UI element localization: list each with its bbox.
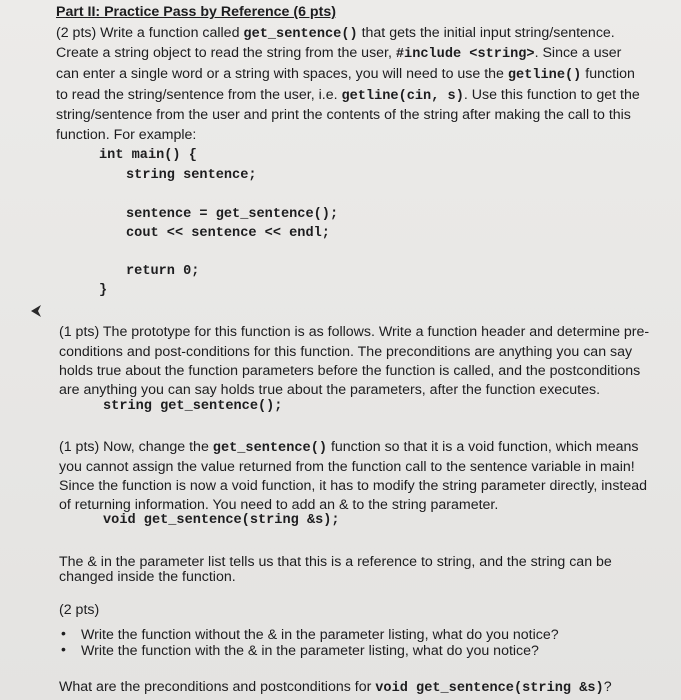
inline-code: #include <string> xyxy=(395,47,535,62)
intro-line-2 xyxy=(56,44,621,64)
text: that gets the initial input string/sentence. xyxy=(357,25,615,41)
inline-code: getline(cin, s) xyxy=(341,89,464,104)
text: (1 pts) Now, change the xyxy=(59,439,213,455)
void-line-2: you cannot assign the value returned from the function call to the sentence variable in main! xyxy=(59,459,635,475)
intro-line-1 xyxy=(56,24,615,44)
void-line-1 xyxy=(59,438,639,458)
inline-code: get_sentence() xyxy=(212,441,328,456)
text: Create a string object to read the string from the user, xyxy=(56,45,396,61)
intro-line-6: function. For example: xyxy=(56,127,197,143)
code-line-1: int main() { xyxy=(99,148,197,163)
prototype-line-4: are anything you can say holds true about the parameters, after the function executes. xyxy=(59,382,601,398)
void-line-3: Since the function is now a void function, it has to modify the string parameter directly, instead xyxy=(59,478,648,494)
final-points: (2 pts) xyxy=(59,602,100,618)
text: What are the preconditions and postconditions for xyxy=(59,679,376,695)
text: function xyxy=(581,66,635,82)
prototype-line-1: (1 pts) The prototype for this function is as follows. Write a function header and determine pre- xyxy=(59,324,650,340)
section-heading: Part II: Practice Pass by Reference (6 pts) xyxy=(56,4,336,20)
text: can enter a single word or a string with spaces, you will need to use the xyxy=(56,66,508,82)
mouse-cursor-icon xyxy=(30,304,42,318)
text: . Since a user xyxy=(534,45,622,61)
bullet-item-2: Write the function with the & in the parameter listing, what do you notice? xyxy=(81,643,539,659)
intro-line-4 xyxy=(56,86,640,106)
void-line-4: of returning information. You need to add an & to the string parameter. xyxy=(59,497,499,513)
prototype-line-3: holds true about the function parameters before the function is called, and the postconditions xyxy=(59,363,641,379)
code-line-3: sentence = get_sentence(); xyxy=(126,207,339,222)
prototype-line-2: conditions and post-conditions for this function. The preconditions are anything you can say xyxy=(59,344,633,360)
final-question xyxy=(59,678,612,698)
text: . Use this function to get the xyxy=(463,87,640,103)
ampersand-line-2: changed inside the function. xyxy=(59,569,236,585)
prototype-code: string get_sentence(); xyxy=(103,399,283,414)
void-code: void get_sentence(string &s); xyxy=(103,513,340,528)
code-line-6: } xyxy=(99,283,108,298)
intro-line-3 xyxy=(56,65,635,85)
text: function so that it is a void function, which means xyxy=(327,439,639,455)
bullet-dot: • xyxy=(61,625,66,641)
intro-line-5: string/sentence from the user and print the contents of the string after making the call to this xyxy=(56,107,631,123)
inline-code: getline() xyxy=(507,68,582,83)
bullet-item-1: Write the function without the & in the parameter listing, what do you notice? xyxy=(81,627,559,643)
bullet-dot: • xyxy=(61,641,66,657)
ampersand-line-1: The & in the parameter list tells us that this is a reference to string, and the string can be xyxy=(59,554,612,570)
text: to read the string/sentence from the user, i.e. xyxy=(56,87,342,103)
text: (2 pts) Write a function called xyxy=(56,25,244,41)
code-line-5: return 0; xyxy=(126,264,200,279)
inline-code: get_sentence() xyxy=(243,27,358,42)
code-line-2: string sentence; xyxy=(126,168,257,183)
code-line-4: cout << sentence << endl; xyxy=(126,226,330,241)
inline-code: void get_sentence(string &s) xyxy=(375,681,604,696)
text: ? xyxy=(603,679,612,695)
